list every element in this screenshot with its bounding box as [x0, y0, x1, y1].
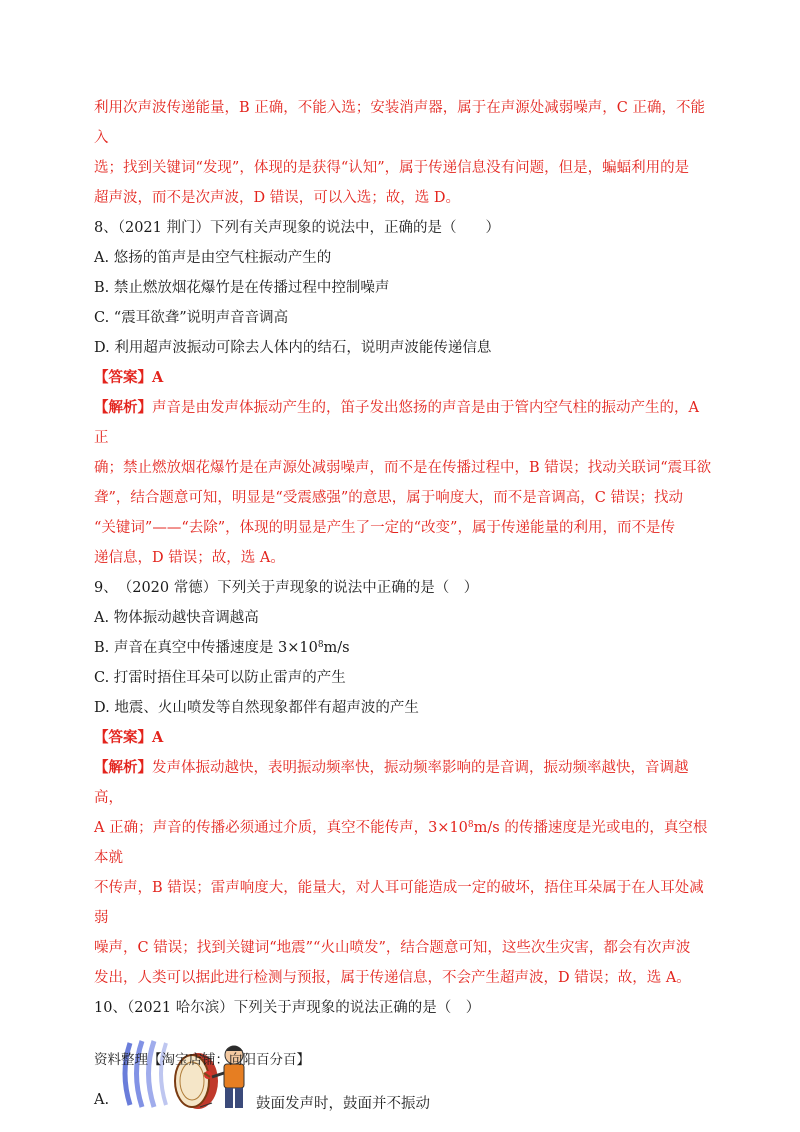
exponent: 8 [317, 640, 324, 650]
question-8-option-b: B. 禁止燃放烟花爆竹是在传播过程中控制噪声 [94, 280, 390, 296]
analysis-text: 声音是由发声体振动产生的，笛子发出悠扬的声音是由于管内空气柱的振动产生的，A 正 [94, 400, 699, 446]
question-8-option-d: D. 利用超声波振动可除去人体内的结石，说明声波能传递信息 [94, 340, 492, 356]
question-9-option-d: D. 地震、火山喷发等自然现象都伴有超声波的产生 [94, 700, 419, 716]
question-8-analysis-line: 确；禁止燃放烟花爆竹是在声源处减弱噪声，而不是在传播过程中，B 错误；找动关联词“震耳欲 [94, 460, 712, 476]
drum-illustration [116, 1033, 256, 1115]
exponent: 8 [467, 820, 474, 830]
question-10-stem: 10、（2021 哈尔滨）下列关于声现象的说法正确的是（ ） [94, 1000, 481, 1016]
question-8-stem: 8、（2021 荆门）下列有关声现象的说法中，正确的是（ ） [94, 220, 500, 236]
document-body [94, 93, 714, 1119]
question-10-option-a [94, 1029, 714, 1119]
option-a-text: 鼓面发声时，鼓面并不振动 [256, 1096, 430, 1112]
analysis-text: m/s 的传播速度是光或电的，真空根本就 [94, 820, 708, 866]
prev-explanation-line: 选；找到关键词“发现”，体现的是获得“认知”，属于传递信息没有问题，但是，蝙蝠利用的是 [94, 160, 690, 176]
option-a-label: A. [94, 1092, 110, 1108]
question-9-analysis-line [94, 813, 714, 873]
question-8-analysis-line: “关键词”——“去除”，体现的明显是产生了一定的“改变”，属于传递能量的利用，而不是传 [94, 520, 675, 536]
prev-explanation-line: 超声波，而不是次声波，D 错误，可以入选；故，选 D。 [94, 190, 460, 206]
question-9-option-b [94, 633, 714, 663]
question-9-stem: 9、 （2020 常德）下列关于声现象的说法中正确的是（ ） [94, 580, 479, 596]
question-9-option-a: A. 物体振动越快音调越高 [94, 610, 259, 626]
question-8-answer: 【答案】A [94, 369, 164, 386]
question-8-analysis-line: 聋”，结合题意可知，明显是“受震感强”的意思，属于响度大，而不是音调高，C 错误；找动 [94, 490, 683, 506]
question-9-analysis-line: 噪声，C 错误；找到关键词“地震”“火山喷发”，结合题意可知，这些次生灾害，都会有次声波 [94, 940, 691, 956]
question-9-analysis [94, 753, 714, 813]
analysis-tag: 【解析】 [94, 759, 152, 776]
question-8-option-a: A. 悠扬的笛声是由空气柱振动产生的 [94, 250, 332, 266]
question-8-option-c: C. “震耳欲聋”说明声音音调高 [94, 310, 289, 326]
question-9-option-c: C. 打雷时捂住耳朵可以防止雷声的产生 [94, 670, 346, 686]
question-9-analysis-line: 发出，人类可以据此进行检测与预报，属于传递信息，不会产生超声波，D 错误；故，选 A。 [94, 970, 691, 986]
option-b-text: B. 声音在真空中传播速度是 3×10 [94, 640, 318, 656]
question-9-analysis-line: 不传声，B 错误；雷声响度大，能量大，对人耳可能造成一定的破坏，捂住耳朵属于在人耳处减弱 [94, 880, 704, 926]
prev-explanation-line: 利用次声波传递能量，B 正确，不能入选；安装消声器，属于在声源处减弱噪声，C 正确，不能入 [94, 100, 705, 146]
question-8-analysis [94, 393, 714, 453]
option-b-unit: m/s [323, 640, 350, 656]
analysis-text: 发声体振动越快，表明振动频率快，振动频率影响的是音调，振动频率越快，音调越高， [94, 760, 689, 806]
analysis-tag: 【解析】 [94, 399, 152, 416]
analysis-text: A 正确；声音的传播必须通过介质，真空不能传声，3×10 [94, 820, 468, 836]
page-footer: 资料整理【淘宝店铺：向阳百分百】 [94, 1052, 310, 1068]
question-9-answer: 【答案】A [94, 729, 164, 746]
question-8-analysis-line: 递信息，D 错误；故，选 A。 [94, 550, 285, 566]
